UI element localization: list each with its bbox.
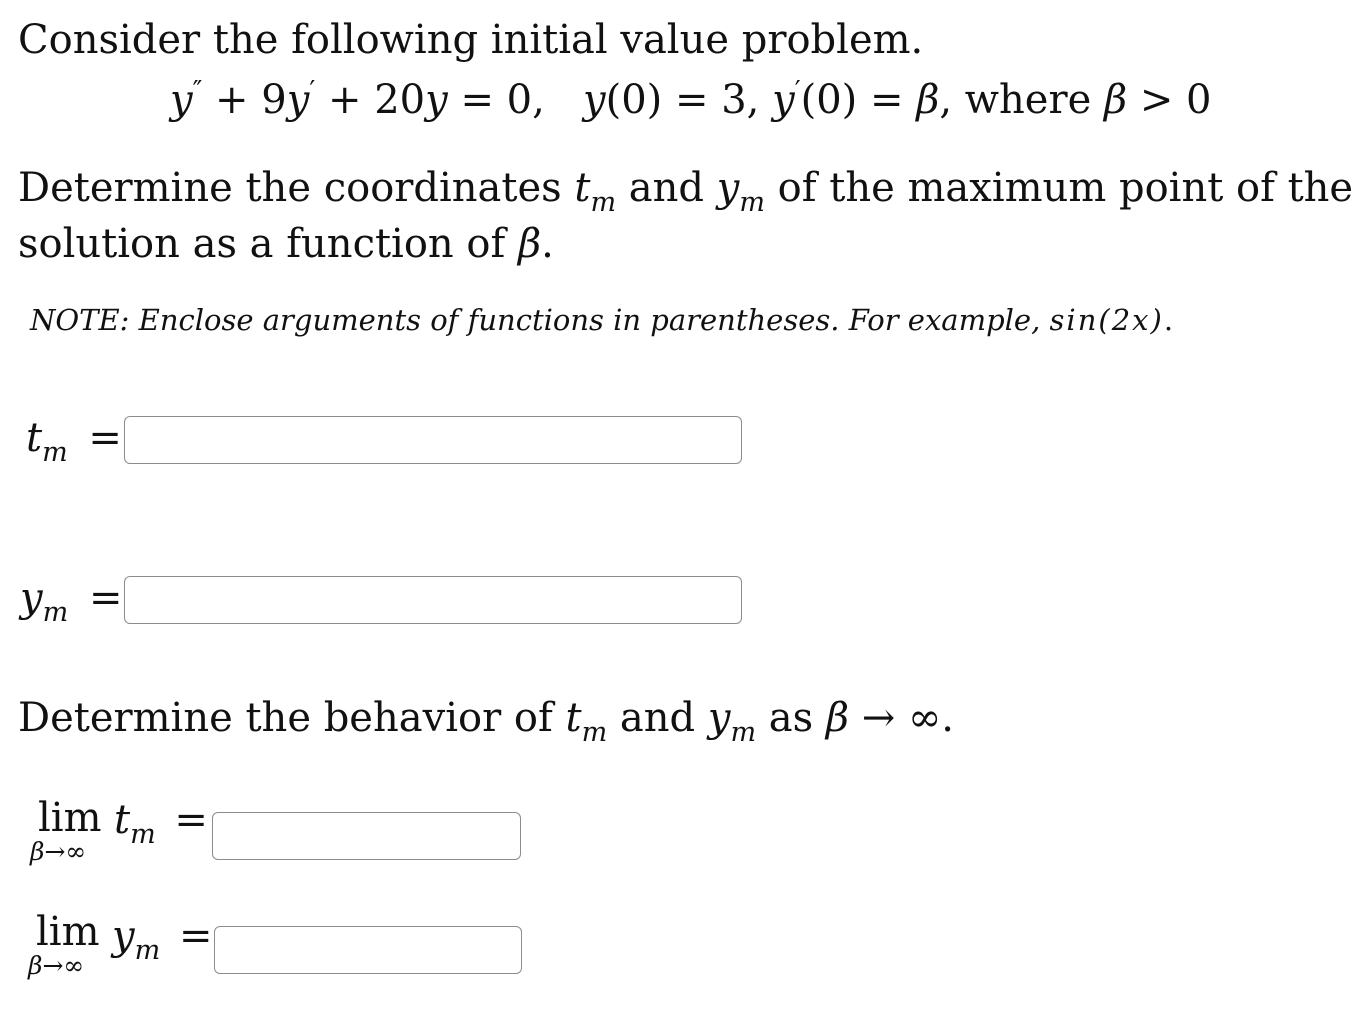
lim-ym-equals: = xyxy=(178,913,213,959)
note-period: . xyxy=(1163,303,1174,337)
ivp-equation xyxy=(170,76,1212,129)
task1-text: Determine the coordinates xyxy=(18,165,562,211)
cond-gt-zero: > 0 xyxy=(1139,77,1212,123)
cond-y: y xyxy=(583,77,606,123)
task2-text: Determine the behavior of xyxy=(18,695,553,741)
eq-y2: y xyxy=(286,77,310,123)
task1-line2-text: solution as a function of xyxy=(18,221,506,267)
lim-tm-equals: = xyxy=(174,797,208,843)
task2-and: and xyxy=(619,695,696,741)
eq-double-prime: ″ xyxy=(192,76,203,106)
eq-equals-zero: = 0, xyxy=(460,77,545,123)
task1-line2 xyxy=(18,220,554,268)
cond-initial-value: (0) = 3, xyxy=(605,77,760,123)
cond-beta2: β xyxy=(1103,77,1128,123)
task1-period: . xyxy=(541,221,554,267)
task2-line xyxy=(18,694,954,747)
tm-label xyxy=(26,414,122,467)
ym-sub: m xyxy=(42,597,69,628)
lim-ym-under: β→∞ xyxy=(28,951,85,980)
eq-term-9: + 9 xyxy=(215,77,287,123)
lim-tm-input[interactable] xyxy=(212,812,521,860)
lim-tm-under: β→∞ xyxy=(30,837,87,866)
task2-limit: → ∞. xyxy=(861,695,954,741)
lim-ym-input[interactable] xyxy=(214,926,522,974)
note-text: NOTE: Enclose arguments of functions in parentheses. For example, xyxy=(30,303,1041,337)
task2-t-sub: m xyxy=(581,717,608,748)
ym-label xyxy=(20,574,122,627)
task1-beta: β xyxy=(518,221,542,267)
lim-tm-var: t xyxy=(114,797,131,843)
note xyxy=(30,302,1173,338)
eq-y3: y xyxy=(425,77,448,123)
eq-prime: ′ xyxy=(309,76,316,106)
task1-t-sub: m xyxy=(590,187,617,218)
lim-ym-var: y xyxy=(112,913,135,959)
lim-ym-label xyxy=(112,912,212,965)
eq-y: y xyxy=(170,77,193,123)
task2-beta: β xyxy=(825,695,850,741)
tm-equals: = xyxy=(88,415,122,461)
cond-beta: β xyxy=(916,77,940,123)
task1-y: y xyxy=(716,165,740,211)
lim-tm-word: lim xyxy=(38,795,102,841)
task1-text2: of the maximum point of the xyxy=(777,165,1353,211)
cond-initial-slope: (0) = xyxy=(800,77,904,123)
cond-where: , where xyxy=(939,77,1092,123)
task2-as: as xyxy=(768,695,814,741)
eq-term-20: + 20 xyxy=(327,77,426,123)
tm-sub: m xyxy=(42,437,68,468)
lim-ym-word: lim xyxy=(36,909,100,955)
task1-y-sub: m xyxy=(739,187,765,218)
ym-equals: = xyxy=(88,575,123,621)
problem-intro: Consider the following initial value problem. xyxy=(18,17,924,63)
task2-t: t xyxy=(565,695,582,741)
task1-and: and xyxy=(628,165,705,211)
lim-tm-sub: m xyxy=(130,819,156,850)
lim-tm-label xyxy=(114,796,208,849)
lim-ym-sub: m xyxy=(134,935,161,966)
note-example: sin(2x) xyxy=(1049,303,1164,337)
task1-t: t xyxy=(574,165,591,211)
task2-y-sub: m xyxy=(730,717,757,748)
cond-prime: ′ xyxy=(794,76,801,106)
task2-y: y xyxy=(707,695,731,741)
tm-input[interactable] xyxy=(124,416,742,464)
tm-var: t xyxy=(26,415,43,461)
task1-line1 xyxy=(18,164,1353,217)
ym-input[interactable] xyxy=(124,576,742,624)
ym-var: y xyxy=(20,575,43,621)
cond-y-prime: y xyxy=(772,77,795,123)
